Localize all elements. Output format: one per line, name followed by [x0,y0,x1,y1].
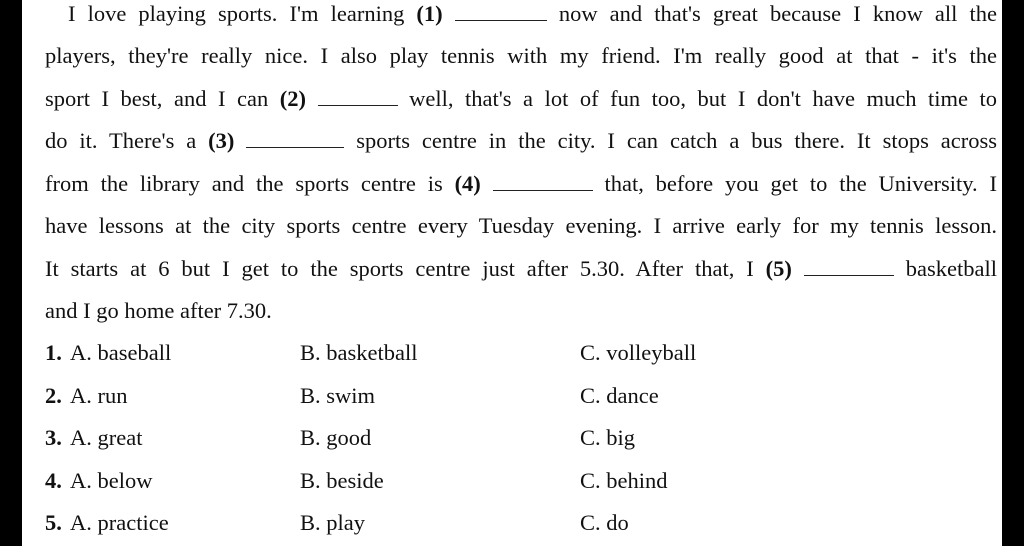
passage-line-2 [45,42,997,70]
gap-number-2: (2) [279,86,307,111]
passage-line-7 [45,255,997,283]
passage-text: I love playing sports. I'm learning [68,1,417,26]
passage-text: and I go home after 7.30. [45,298,272,323]
option-b[interactable]: B. beside [300,468,384,493]
option-c[interactable]: C. do [580,510,629,535]
question-number: 5. [45,510,62,535]
passage-text: It starts at 6 but I get to the sports centre just after 5.30. After that, I [45,256,766,281]
option-a[interactable]: A. practice [70,510,169,535]
option-a[interactable]: A. baseball [70,340,172,365]
question-row-4 [22,466,1002,496]
passage-line-4 [45,127,997,155]
passage-text: basketball [893,256,998,281]
gap-4-blank[interactable] [493,170,593,191]
question-number: 2. [45,383,62,408]
passage-line-6 [45,212,997,240]
question-row-1 [22,338,1002,368]
question-number: 3. [45,425,62,450]
question-row-3 [22,423,1002,453]
passage-line-1 [68,0,997,28]
passage-line-8 [45,297,997,325]
worksheet-page [22,0,1002,546]
passage-text: that, before you get to the University. I [592,171,998,196]
passage-text: well, that's a lot of fun too, but I don't have much time to [397,86,997,111]
gap-number-5: (5) [765,256,792,281]
gap-2-blank[interactable] [318,85,398,106]
option-c[interactable]: C. volleyball [580,340,697,365]
option-c[interactable]: C. big [580,425,636,450]
passage-text: from the library and the sports centre is [45,171,455,196]
question-row-2 [22,381,1002,411]
option-b[interactable]: B. basketball [300,340,418,365]
gap-3-blank[interactable] [246,127,344,148]
passage-text: do it. There's a [45,128,209,153]
question-row-5 [22,508,1002,538]
option-c[interactable]: C. dance [580,383,659,408]
passage-text: players, they're really nice. I also play tennis with my friend. I'm really good at that - it's the [45,43,997,68]
option-b[interactable]: B. good [300,425,372,450]
gap-5-blank[interactable] [804,255,894,276]
question-number: 1. [45,340,62,365]
option-a[interactable]: A. great [70,425,143,450]
passage-text: now and that's great because I know all the [546,1,997,26]
option-b[interactable]: B. play [300,510,365,535]
passage-line-3 [45,85,997,113]
passage-text: have lessons at the city sports centre every Tuesday evening. I arrive early for my tennis lesson. [45,213,997,238]
gap-1-blank[interactable] [455,0,547,21]
passage-line-5 [45,170,997,198]
option-a[interactable]: A. run [70,383,128,408]
question-number: 4. [45,468,62,493]
gap-number-3: (3) [208,128,235,153]
passage-text: sports centre in the city. I can catch a bus there. It stops across [344,128,998,153]
option-c[interactable]: C. behind [580,468,668,493]
option-a[interactable]: A. below [70,468,153,493]
option-b[interactable]: B. swim [300,383,376,408]
gap-number-1: (1) [416,1,443,26]
passage-text: sport I best, and I can [45,86,280,111]
gap-number-4: (4) [454,171,481,196]
